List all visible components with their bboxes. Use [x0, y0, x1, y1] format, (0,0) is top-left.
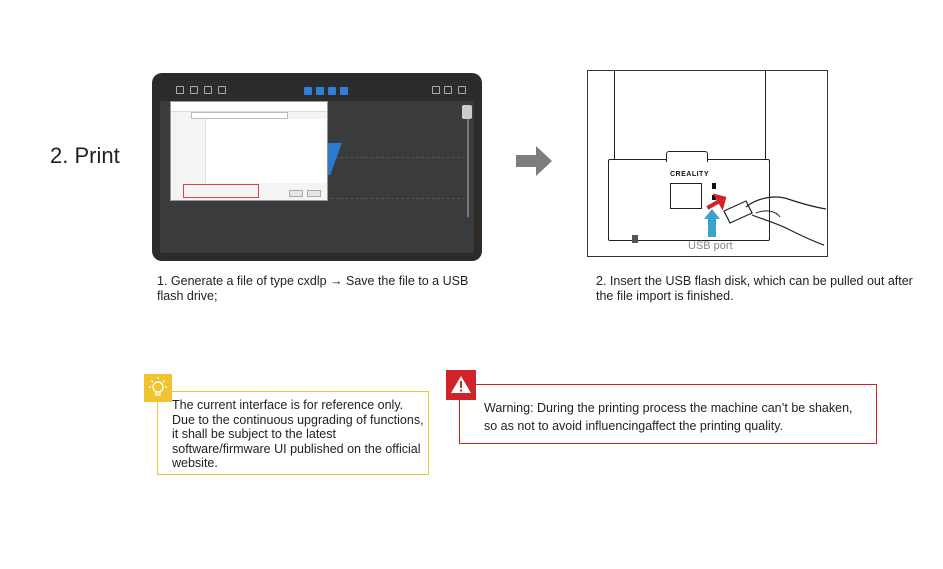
redo-icon	[444, 86, 452, 94]
dialog-address-bar	[191, 112, 288, 119]
printer-handle	[666, 151, 708, 162]
save-icon	[204, 86, 212, 94]
rotate-tool-icon	[316, 87, 324, 95]
section-title: 2. Print	[50, 143, 120, 168]
save-file-dialog	[170, 101, 328, 201]
slice-icon	[458, 86, 466, 94]
support-tool-icon	[340, 87, 348, 95]
dialog-titlebar	[171, 102, 327, 112]
warning-triangle-icon	[446, 370, 476, 400]
step1-caption: 1. Generate a file of type cxdlp → Save the file to a USB flash drive;	[157, 274, 469, 303]
undo-icon	[432, 86, 440, 94]
slicer-toolbar	[160, 81, 474, 101]
layer-slider-knob	[462, 105, 472, 119]
settings-icon	[218, 86, 226, 94]
dialog-file-list	[205, 119, 326, 183]
printer-logo: CREALITY	[670, 171, 709, 178]
lightbulb-icon	[144, 374, 172, 402]
layer-slider	[467, 107, 469, 217]
printer-foot	[632, 235, 638, 243]
printer-illustration	[587, 70, 828, 257]
dialog-save-button	[289, 190, 303, 197]
dialog-cancel-button	[307, 190, 321, 197]
printer-hood	[614, 71, 766, 161]
file-icon	[176, 86, 184, 94]
note-text: The current interface is for reference only. Due to the continuous upgrading of functions, it shall be subject to the latest software/firmware UI published on the official website.	[172, 398, 424, 470]
next-step-arrow-icon	[516, 146, 552, 176]
step2-caption: 2. Insert the USB flash disk, which can be pulled out after the file import is finished.	[596, 274, 913, 303]
tablet-illustration	[152, 73, 482, 261]
file-type-highlight	[183, 184, 259, 198]
build-plate-grid	[315, 157, 465, 199]
slicer-software-screen	[160, 81, 474, 253]
move-tool-icon	[304, 87, 312, 95]
warning-text: Warning: During the printing process the machine can’t be shaken, so as not to avoid influencingaffect the printing quality.	[484, 401, 853, 433]
scale-tool-icon	[328, 87, 336, 95]
folder-icon	[190, 86, 198, 94]
usb-port-label: USB port	[688, 240, 733, 252]
